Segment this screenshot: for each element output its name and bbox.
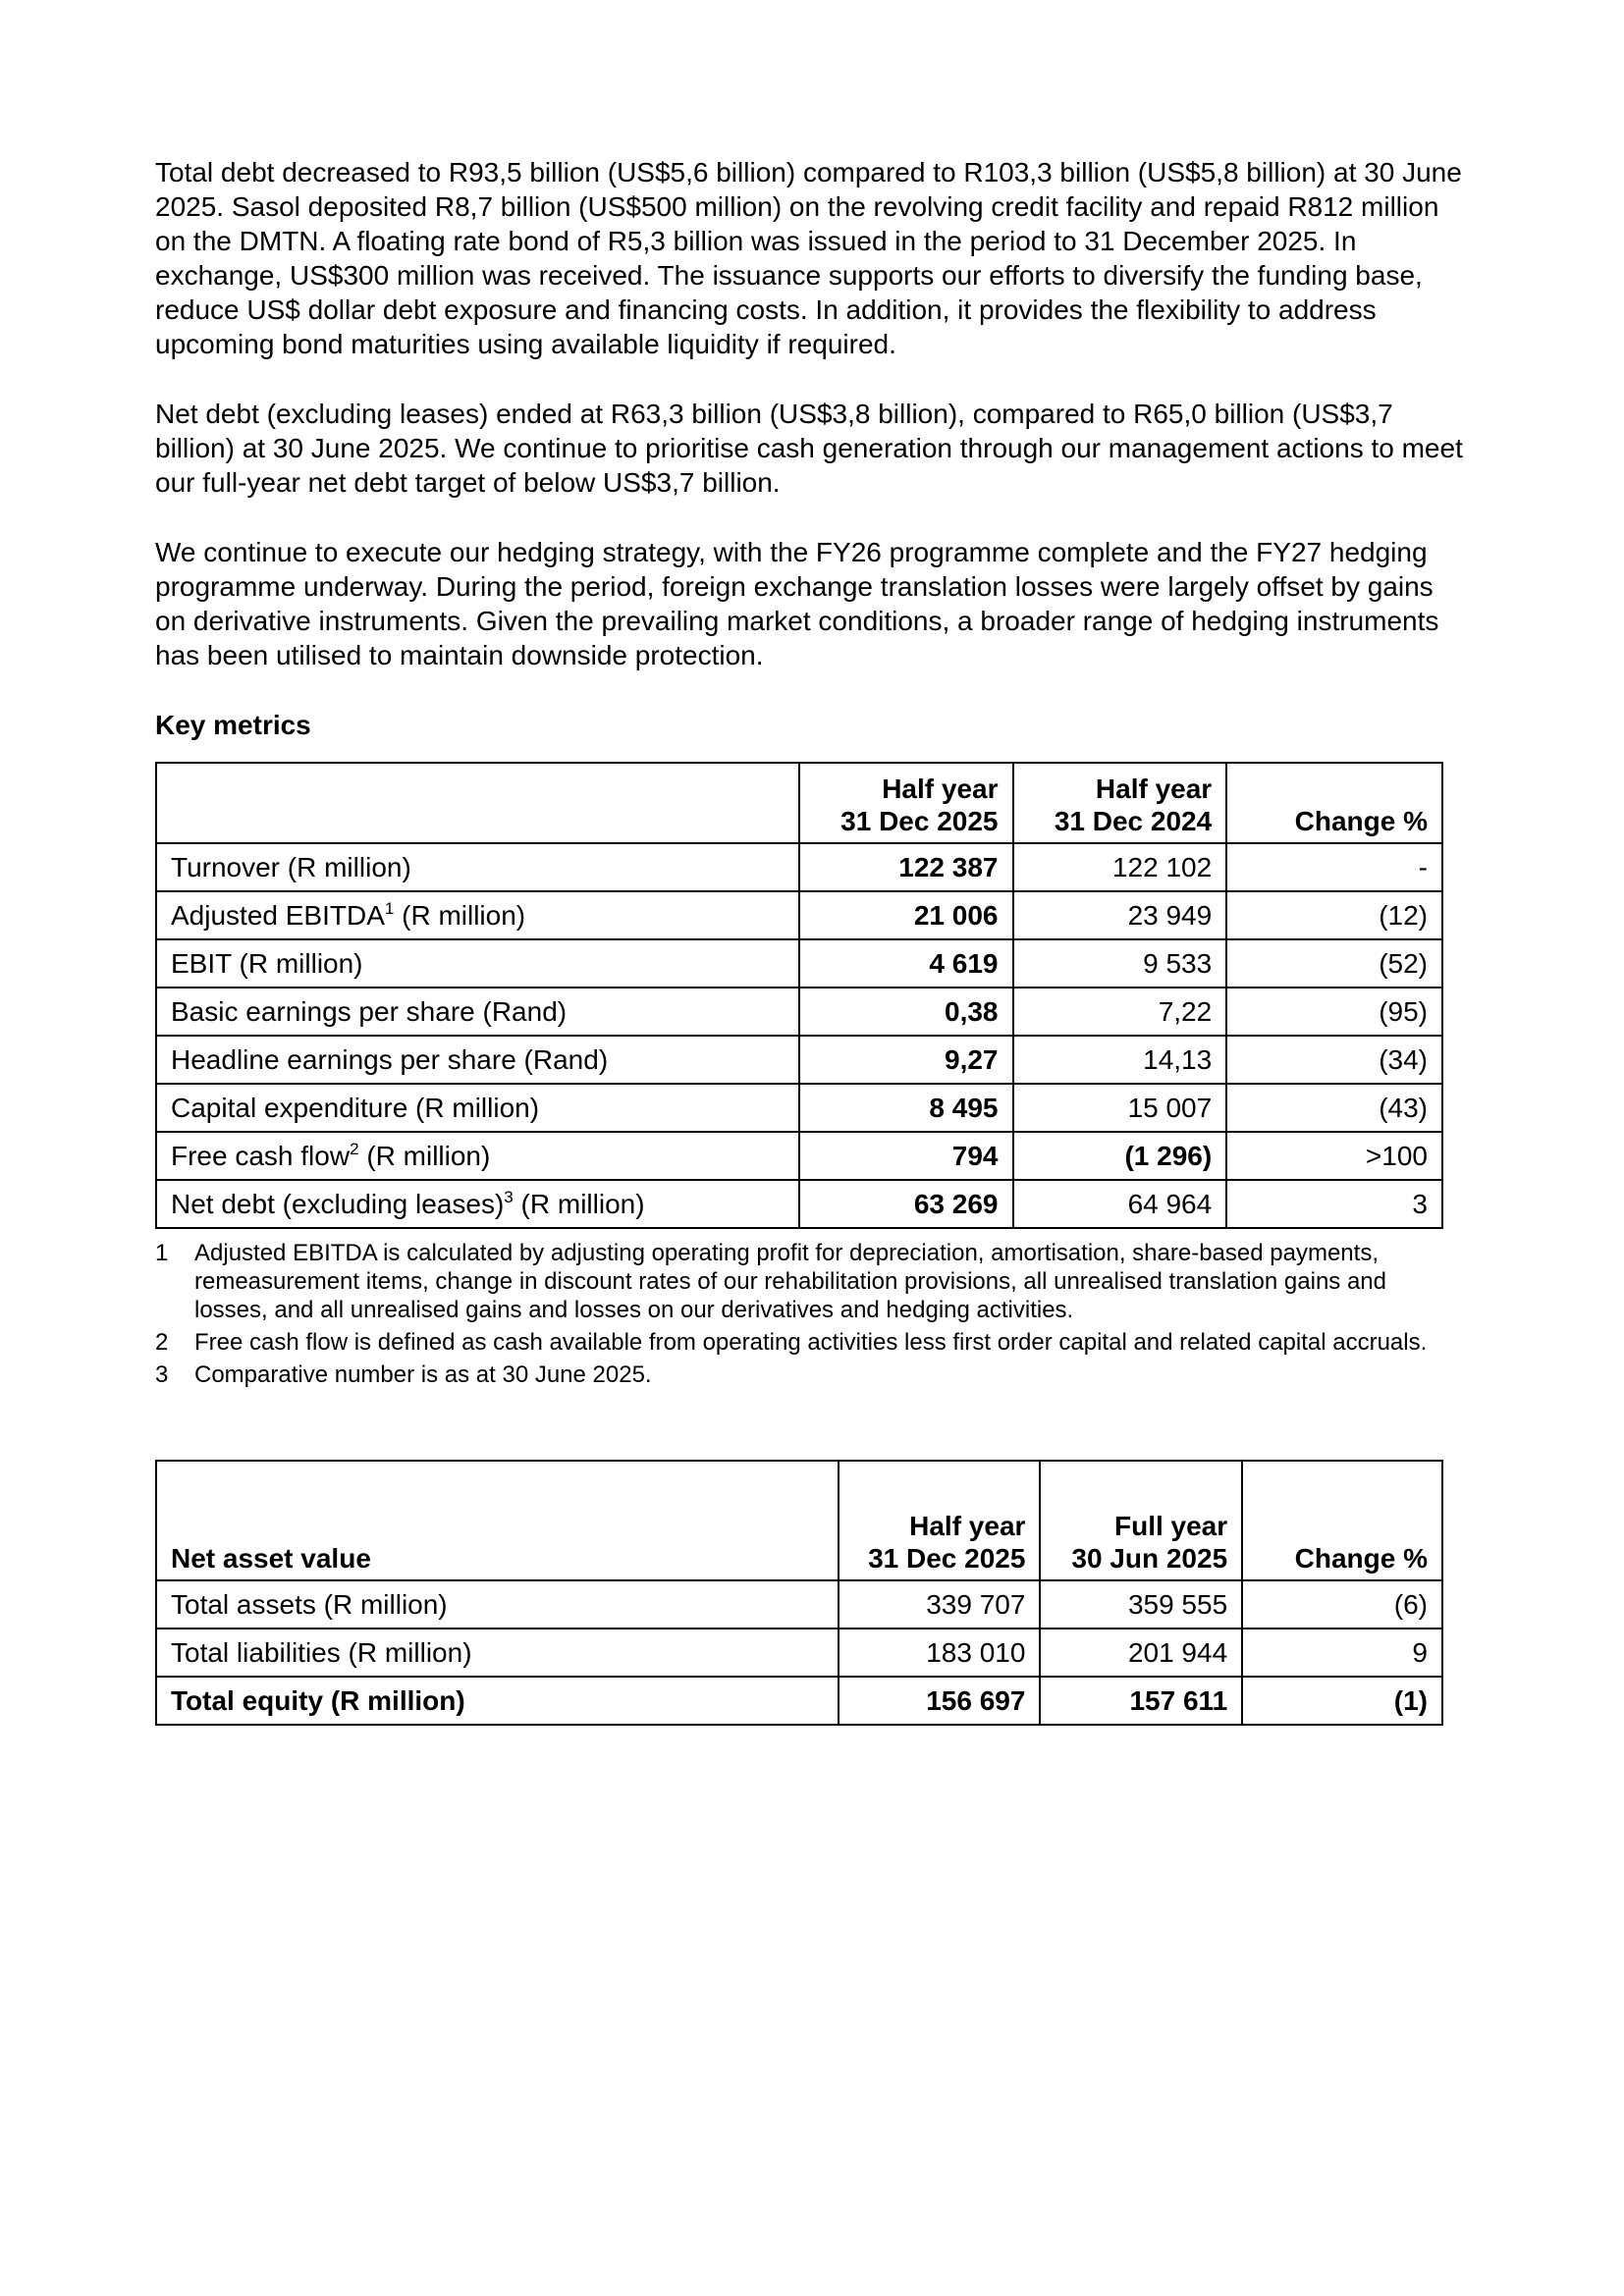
row-current: 9,27	[799, 1036, 1013, 1084]
footnote-number: 1	[155, 1240, 169, 1266]
net-asset-value-header-current	[839, 1461, 1041, 1580]
row-change: (52)	[1226, 939, 1442, 988]
net-asset-value-header-prior	[1040, 1461, 1242, 1580]
key-metrics-header-current	[799, 763, 1013, 843]
row-current: 4 619	[799, 939, 1013, 988]
row-change: (1)	[1242, 1677, 1442, 1725]
header-line: 31 Dec 2024	[1054, 806, 1213, 836]
header-line: Half year	[1095, 774, 1213, 804]
row-current: 63 269	[799, 1180, 1013, 1228]
table-row	[156, 939, 1442, 988]
table-row	[156, 891, 1442, 939]
header-line: 31 Dec 2025	[868, 1543, 1026, 1574]
footnote-number: 3	[155, 1362, 169, 1388]
row-label	[156, 1084, 799, 1132]
document-page	[155, 155, 1471, 1726]
row-label-text: Net debt (excluding leases)	[171, 1189, 505, 1219]
row-current: 21 006	[799, 891, 1013, 939]
footnote-text: Comparative number is as at 30 June 2025.	[194, 1362, 652, 1388]
row-prior: 15 007	[1013, 1084, 1227, 1132]
table-row	[156, 1132, 1442, 1180]
table-row	[156, 1629, 1442, 1677]
row-label-text: Capital expenditure (R million)	[171, 1093, 540, 1123]
row-change: (95)	[1226, 988, 1442, 1036]
table-row	[156, 988, 1442, 1036]
row-change: >100	[1226, 1132, 1442, 1180]
row-prior: 14,13	[1013, 1036, 1227, 1084]
row-label-text: Adjusted EBITDA	[171, 900, 385, 931]
net-asset-value-header-change: Change %	[1242, 1461, 1442, 1580]
paragraph-hedging: We continue to execute our hedging strategy, with the FY26 programme complete and the FY27 hedging programme underway. During the period, foreign exchange translation losses were largely offset by gains on derivative instruments. Given the prevailing market conditions, a broader range of hedging instruments has been utilised to maintain downside protection.	[155, 537, 1439, 670]
footnote-ref: 3	[504, 1187, 514, 1206]
row-label-text: EBIT (R million)	[171, 948, 363, 979]
row-prior: 9 533	[1013, 939, 1227, 988]
row-label-suffix: (R million)	[513, 1189, 645, 1219]
row-label-text: Turnover (R million)	[171, 852, 411, 882]
row-prior: 64 964	[1013, 1180, 1227, 1228]
row-current: 122 387	[799, 843, 1013, 891]
key-metrics-header-label	[156, 763, 799, 843]
table-row	[156, 1180, 1442, 1228]
row-label-text: Basic earnings per share (Rand)	[171, 996, 568, 1027]
row-label	[156, 843, 799, 891]
row-label: Total equity (R million)	[156, 1677, 839, 1725]
row-prior: 201 944	[1040, 1629, 1242, 1677]
footnote-ref: 1	[384, 898, 395, 918]
net-asset-value-header-row	[156, 1461, 1442, 1580]
row-current: 0,38	[799, 988, 1013, 1036]
header-line: Full year	[1113, 1511, 1228, 1541]
row-change: (43)	[1226, 1084, 1442, 1132]
row-label-text: Free cash flow	[171, 1141, 351, 1171]
table-row	[156, 1677, 1442, 1725]
row-label	[156, 1036, 799, 1084]
table-row	[156, 1036, 1442, 1084]
row-label-suffix: (R million)	[358, 1141, 491, 1171]
paragraph-net-debt: Net debt (excluding leases) ended at R63,3 billion (US$3,8 billion), compared to R65,0 billion (US$3,7 billion) at 30 June 2025. We continue to prioritise cash generation through our management actions to meet our full-year net debt target of below US$3,7 billion.	[155, 399, 1463, 498]
row-current: 794	[799, 1132, 1013, 1180]
header-line: 31 Dec 2025	[840, 806, 999, 836]
net-asset-value-header-label: Net asset value	[156, 1461, 839, 1580]
key-metrics-header-prior	[1013, 763, 1227, 843]
row-prior: 157 611	[1040, 1677, 1242, 1725]
header-line: 30 Jun 2025	[1071, 1543, 1228, 1574]
key-metrics-footnotes	[155, 1239, 1471, 1389]
row-change: 9	[1242, 1629, 1442, 1677]
table-row	[156, 1084, 1442, 1132]
paragraph-total-debt: Total debt decreased to R93,5 billion (US$5,6 billion) compared to R103,3 billion (US$5,8 billion) at 30 June 2025. Sasol deposited R8,7 billion (US$500 million) on the revolving credit facility and repaid R812 million on the DMTN. A floating rate bond of R5,3 billion was issued in the period to 31 December 2025. In exchange, US$300 million was received. The issuance supports our efforts to diversify the funding base, reduce US$ dollar debt exposure and financing costs. In addition, it provides the flexibility to address upcoming bond maturities using available liquidity if required.	[155, 157, 1462, 359]
key-metrics-header-row	[156, 763, 1442, 843]
row-change: 3	[1226, 1180, 1442, 1228]
footnote-text: Free cash flow is defined as cash available from operating activities less first order capital and related capital accruals.	[194, 1329, 1428, 1356]
net-asset-value-table	[155, 1460, 1443, 1726]
row-prior: 23 949	[1013, 891, 1227, 939]
row-label	[156, 1180, 799, 1228]
footnote	[155, 1239, 1471, 1324]
row-prior: 7,22	[1013, 988, 1227, 1036]
row-current: 339 707	[839, 1580, 1041, 1629]
row-change: (34)	[1226, 1036, 1442, 1084]
row-label	[156, 939, 799, 988]
footnote-ref: 2	[350, 1139, 359, 1158]
row-current: 8 495	[799, 1084, 1013, 1132]
row-change: (12)	[1226, 891, 1442, 939]
row-label-suffix: (R million)	[394, 900, 526, 931]
row-change: -	[1226, 843, 1442, 891]
key-metrics-header-change: Change %	[1226, 763, 1442, 843]
row-prior: 122 102	[1013, 843, 1227, 891]
row-label-text: Headline earnings per share (Rand)	[171, 1044, 609, 1075]
key-metrics-table	[155, 762, 1443, 1229]
row-prior: (1 296)	[1013, 1132, 1227, 1180]
row-label: Total liabilities (R million)	[156, 1629, 839, 1677]
row-label	[156, 891, 799, 939]
footnote-number: 2	[155, 1329, 169, 1356]
row-change: (6)	[1242, 1580, 1442, 1629]
row-label	[156, 1132, 799, 1180]
row-current: 156 697	[839, 1677, 1041, 1725]
header-line: Half year	[882, 774, 999, 804]
footnote	[155, 1328, 1471, 1357]
header-line: Half year	[909, 1511, 1026, 1541]
row-prior: 359 555	[1040, 1580, 1242, 1629]
row-label	[156, 988, 799, 1036]
key-metrics-heading: Key metrics	[155, 710, 311, 740]
table-row	[156, 1580, 1442, 1629]
footnote-text: Adjusted EBITDA is calculated by adjusting operating profit for depreciation, amortisation, share-based payments, remeasurement items, change in discount rates of our rehabilitation provisions, all unrealised translation gains and losses, and all unrealised gains and losses on our derivatives and hedging activities.	[194, 1240, 1387, 1323]
row-current: 183 010	[839, 1629, 1041, 1677]
footnote	[155, 1361, 1471, 1389]
row-label: Total assets (R million)	[156, 1580, 839, 1629]
table-row	[156, 843, 1442, 891]
